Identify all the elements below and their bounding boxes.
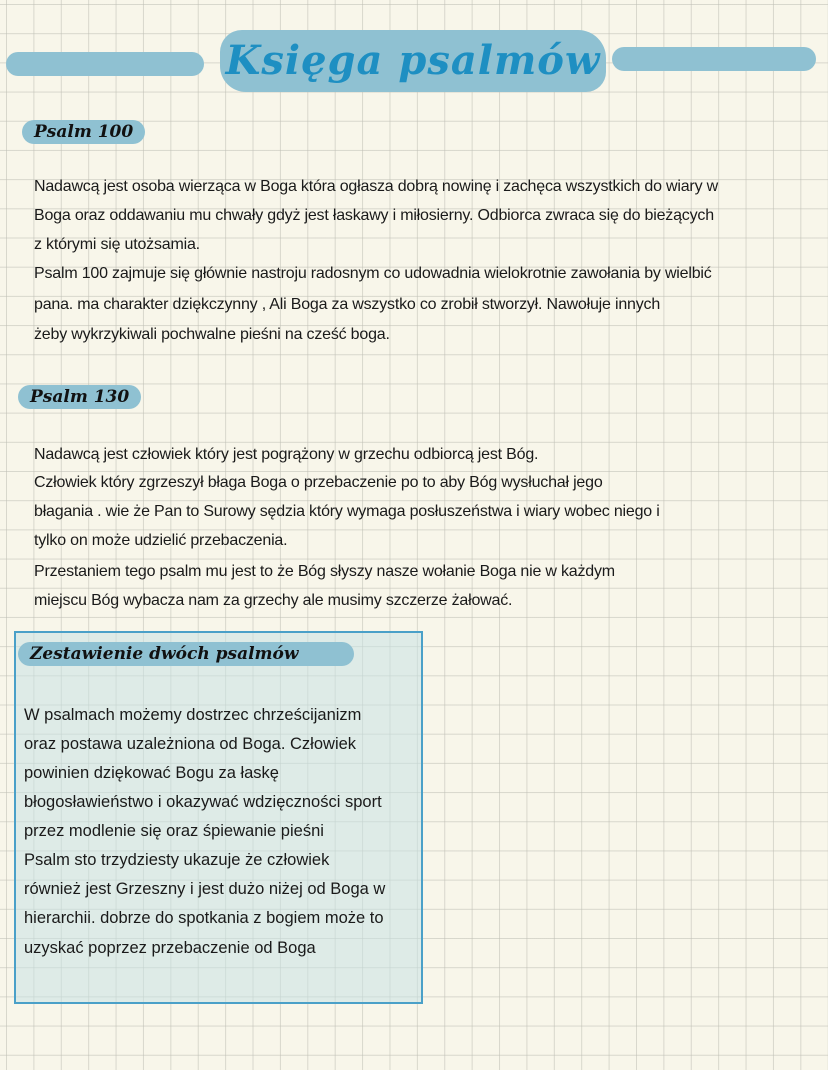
text-line: uzyskać poprzez przebaczenie od Boga xyxy=(24,939,316,957)
text-line: miejscu Bóg wybacza nam za grzechy ale musimy szczerze żałować. xyxy=(34,592,513,609)
text-line: pana. ma charakter dziękczynny , Ali Boga za wszystko co zrobił stworzył. Nawołuje innych xyxy=(34,296,661,313)
text-line: również jest Grzeszny i jest dużo niżej od Boga w xyxy=(24,880,386,898)
text-line: hierarchii. dobrze do spotkania z bogiem może to xyxy=(24,909,384,927)
text-line: Boga oraz oddawaniu mu chwały gdyż jest łaskawy i miłosierny. Odbiorca zwraca się do bieżących xyxy=(34,207,714,224)
title-decoration-left xyxy=(6,52,204,76)
text-line: Nadawcą jest osoba wierząca w Boga która ogłasza dobrą nowinę i zachęca wszystkich do wiary w xyxy=(34,178,718,195)
text-line: Nadawcą jest człowiek który jest pogrążony w grzechu odbiorcą jest Bóg. xyxy=(34,446,539,463)
text-line: W psalmach możemy dostrzec chrześcijanizm xyxy=(24,706,362,724)
text-line: Przestaniem tego psalm mu jest to że Bóg słyszy nasze wołanie Boga nie w każdym xyxy=(34,563,615,580)
text-line: Psalm sto trzydziesty ukazuje że człowiek xyxy=(24,851,330,869)
text-line: przez modlenie się oraz śpiewanie pieśni xyxy=(24,822,324,840)
text-line: z którymi się utożsamia. xyxy=(34,236,200,253)
text-line: żeby wykrzykiwali pochwalne pieśni na cześć boga. xyxy=(34,326,390,343)
section-heading-psalm-100: Psalm 100 xyxy=(22,120,145,144)
text-line: Człowiek który zgrzeszył błaga Boga o przebaczenie po to aby Bóg wysłuchał jego xyxy=(34,474,603,491)
text-line: błogosławieństwo i okazywać wdzięczności sport xyxy=(24,793,382,811)
text-line: oraz postawa uzależniona od Boga. Człowiek xyxy=(24,735,357,753)
summary-heading: Zestawienie dwóch psalmów xyxy=(18,642,354,666)
section-heading-psalm-130: Psalm 130 xyxy=(18,385,141,409)
text-line: Psalm 100 zajmuje się głównie nastroju radosnym co udowadnia wielokrotnie zawołania by wielbić xyxy=(34,265,712,282)
text-line: tylko on może udzielić przebaczenia. xyxy=(34,532,288,549)
title-decoration-right xyxy=(612,47,816,71)
text-line: powinien dziękować Bogu za łaskę xyxy=(24,764,279,782)
text-line: błagania . wie że Pan to Surowy sędzia który wymaga posłuszeństwa i wiary wobec niego i xyxy=(34,503,660,520)
page-title: Księga psalmów xyxy=(225,37,601,84)
